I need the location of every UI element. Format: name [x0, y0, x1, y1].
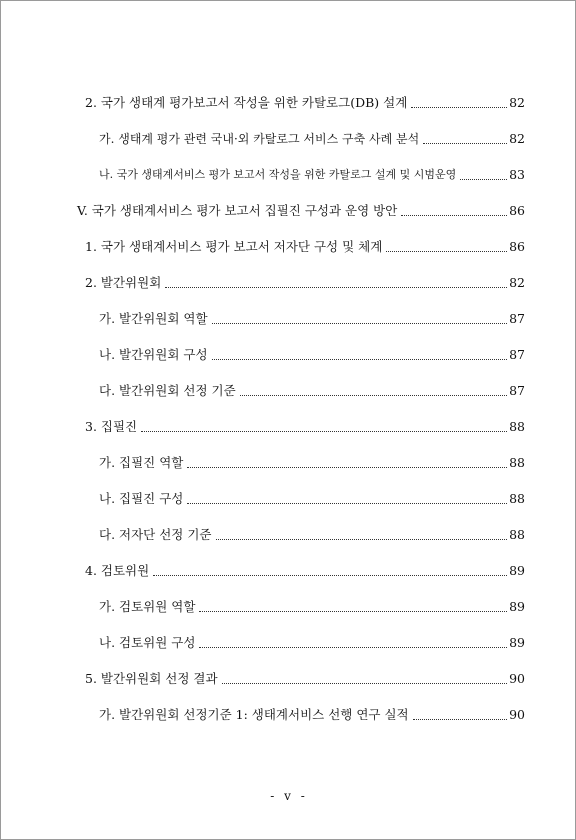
toc-page-number: 82: [509, 95, 525, 110]
leader-dots: [460, 179, 507, 180]
toc-page-number: 89: [509, 563, 525, 578]
toc-entry[interactable]: [99, 307, 525, 331]
toc-page-number: 82: [509, 275, 525, 290]
toc-entry[interactable]: [99, 451, 525, 475]
toc-entry[interactable]: [85, 91, 525, 115]
toc-entry-title: 가. 생태계 평가 관련 국내·외 카탈로그 서비스 구축 사례 분석: [99, 132, 420, 146]
toc-entry[interactable]: [85, 667, 525, 691]
leader-dots: [187, 503, 507, 504]
leader-dots: [413, 719, 507, 720]
toc-page-number: 88: [509, 491, 525, 506]
leader-dots: [212, 323, 508, 324]
leader-dots: [165, 287, 507, 288]
leader-dots: [423, 143, 507, 144]
toc-page-number: 89: [509, 635, 525, 650]
toc-entry[interactable]: [85, 235, 525, 259]
toc-page-number: 87: [509, 383, 525, 398]
toc-entry-title: 다. 발간위원회 선정 기준: [99, 383, 236, 398]
toc-entry[interactable]: [99, 127, 525, 151]
leader-dots: [187, 467, 507, 468]
toc-page-number: 82: [509, 131, 525, 146]
leader-dots: [199, 647, 507, 648]
leader-dots: [141, 431, 507, 432]
leader-dots: [199, 611, 507, 612]
toc-entry[interactable]: [99, 343, 525, 367]
toc-entry-title: 가. 집필진 역할: [99, 455, 184, 470]
toc-page-number: 88: [509, 527, 525, 542]
toc-entry[interactable]: [99, 703, 525, 727]
toc-page-number: 83: [509, 167, 525, 182]
leader-dots: [216, 539, 508, 540]
toc-page-number: 86: [509, 239, 525, 254]
leader-dots: [240, 395, 507, 396]
toc-entry[interactable]: [99, 487, 525, 511]
toc-entry[interactable]: [99, 631, 525, 655]
toc-page-number: 88: [509, 419, 525, 434]
leader-dots: [411, 107, 507, 108]
toc-entry[interactable]: [99, 595, 525, 619]
toc-entry-title: 3. 집필진: [85, 419, 138, 434]
leader-dots: [212, 359, 508, 360]
toc-entry[interactable]: [85, 415, 525, 439]
toc-entry[interactable]: [85, 559, 525, 583]
toc-entry-title: 2. 국가 생태계 평가보고서 작성을 위한 카탈로그(DB) 설계: [85, 95, 408, 110]
toc-entry-title: 1. 국가 생태계서비스 평가 보고서 저자단 구성 및 체계: [85, 239, 383, 254]
toc-entry-title: 가. 검토위원 역할: [99, 599, 196, 614]
leader-dots: [386, 251, 507, 252]
toc-entry[interactable]: [99, 523, 525, 547]
toc-entry-title: 5. 발간위원회 선정 결과: [85, 671, 218, 686]
toc-entry-title: 나. 집필진 구성: [99, 491, 184, 506]
toc-entry-title: 가. 발간위원회 역할: [99, 311, 208, 326]
toc-page-number: 87: [509, 347, 525, 362]
toc-page-number: 89: [509, 599, 525, 614]
leader-dots: [153, 575, 507, 576]
toc-page-number: 90: [509, 671, 525, 686]
leader-dots: [401, 215, 507, 216]
toc-entry-title: 다. 저자단 선정 기준: [99, 527, 212, 542]
toc-entry-title: 2. 발간위원회: [85, 275, 162, 290]
toc-page-number: 87: [509, 311, 525, 326]
page-footer-number: - v -: [270, 789, 308, 803]
toc-entry-title: 4. 검토위원: [85, 563, 150, 578]
toc-entry-title: V. 국가 생태계서비스 평가 보고서 집필진 구성과 운영 방안: [77, 203, 398, 218]
toc-entry-title: 나. 국가 생태계서비스 평가 보고서 작성을 위한 카탈로그 설계 및 시범운영: [99, 168, 457, 181]
toc-entry[interactable]: [99, 379, 525, 403]
toc-entry[interactable]: [85, 271, 525, 295]
leader-dots: [222, 683, 508, 684]
toc-entry-title: 나. 발간위원회 구성: [99, 347, 208, 362]
toc-entry[interactable]: [77, 199, 525, 223]
toc-page-number: 90: [509, 707, 525, 722]
toc-entry-title: 가. 발간위원회 선정기준 1: 생태계서비스 선행 연구 실적: [99, 707, 409, 722]
toc-entry-title: 나. 검토위원 구성: [99, 635, 196, 650]
toc-page-number: 86: [509, 203, 525, 218]
toc-page-number: 88: [509, 455, 525, 470]
toc-entry[interactable]: [99, 163, 525, 187]
